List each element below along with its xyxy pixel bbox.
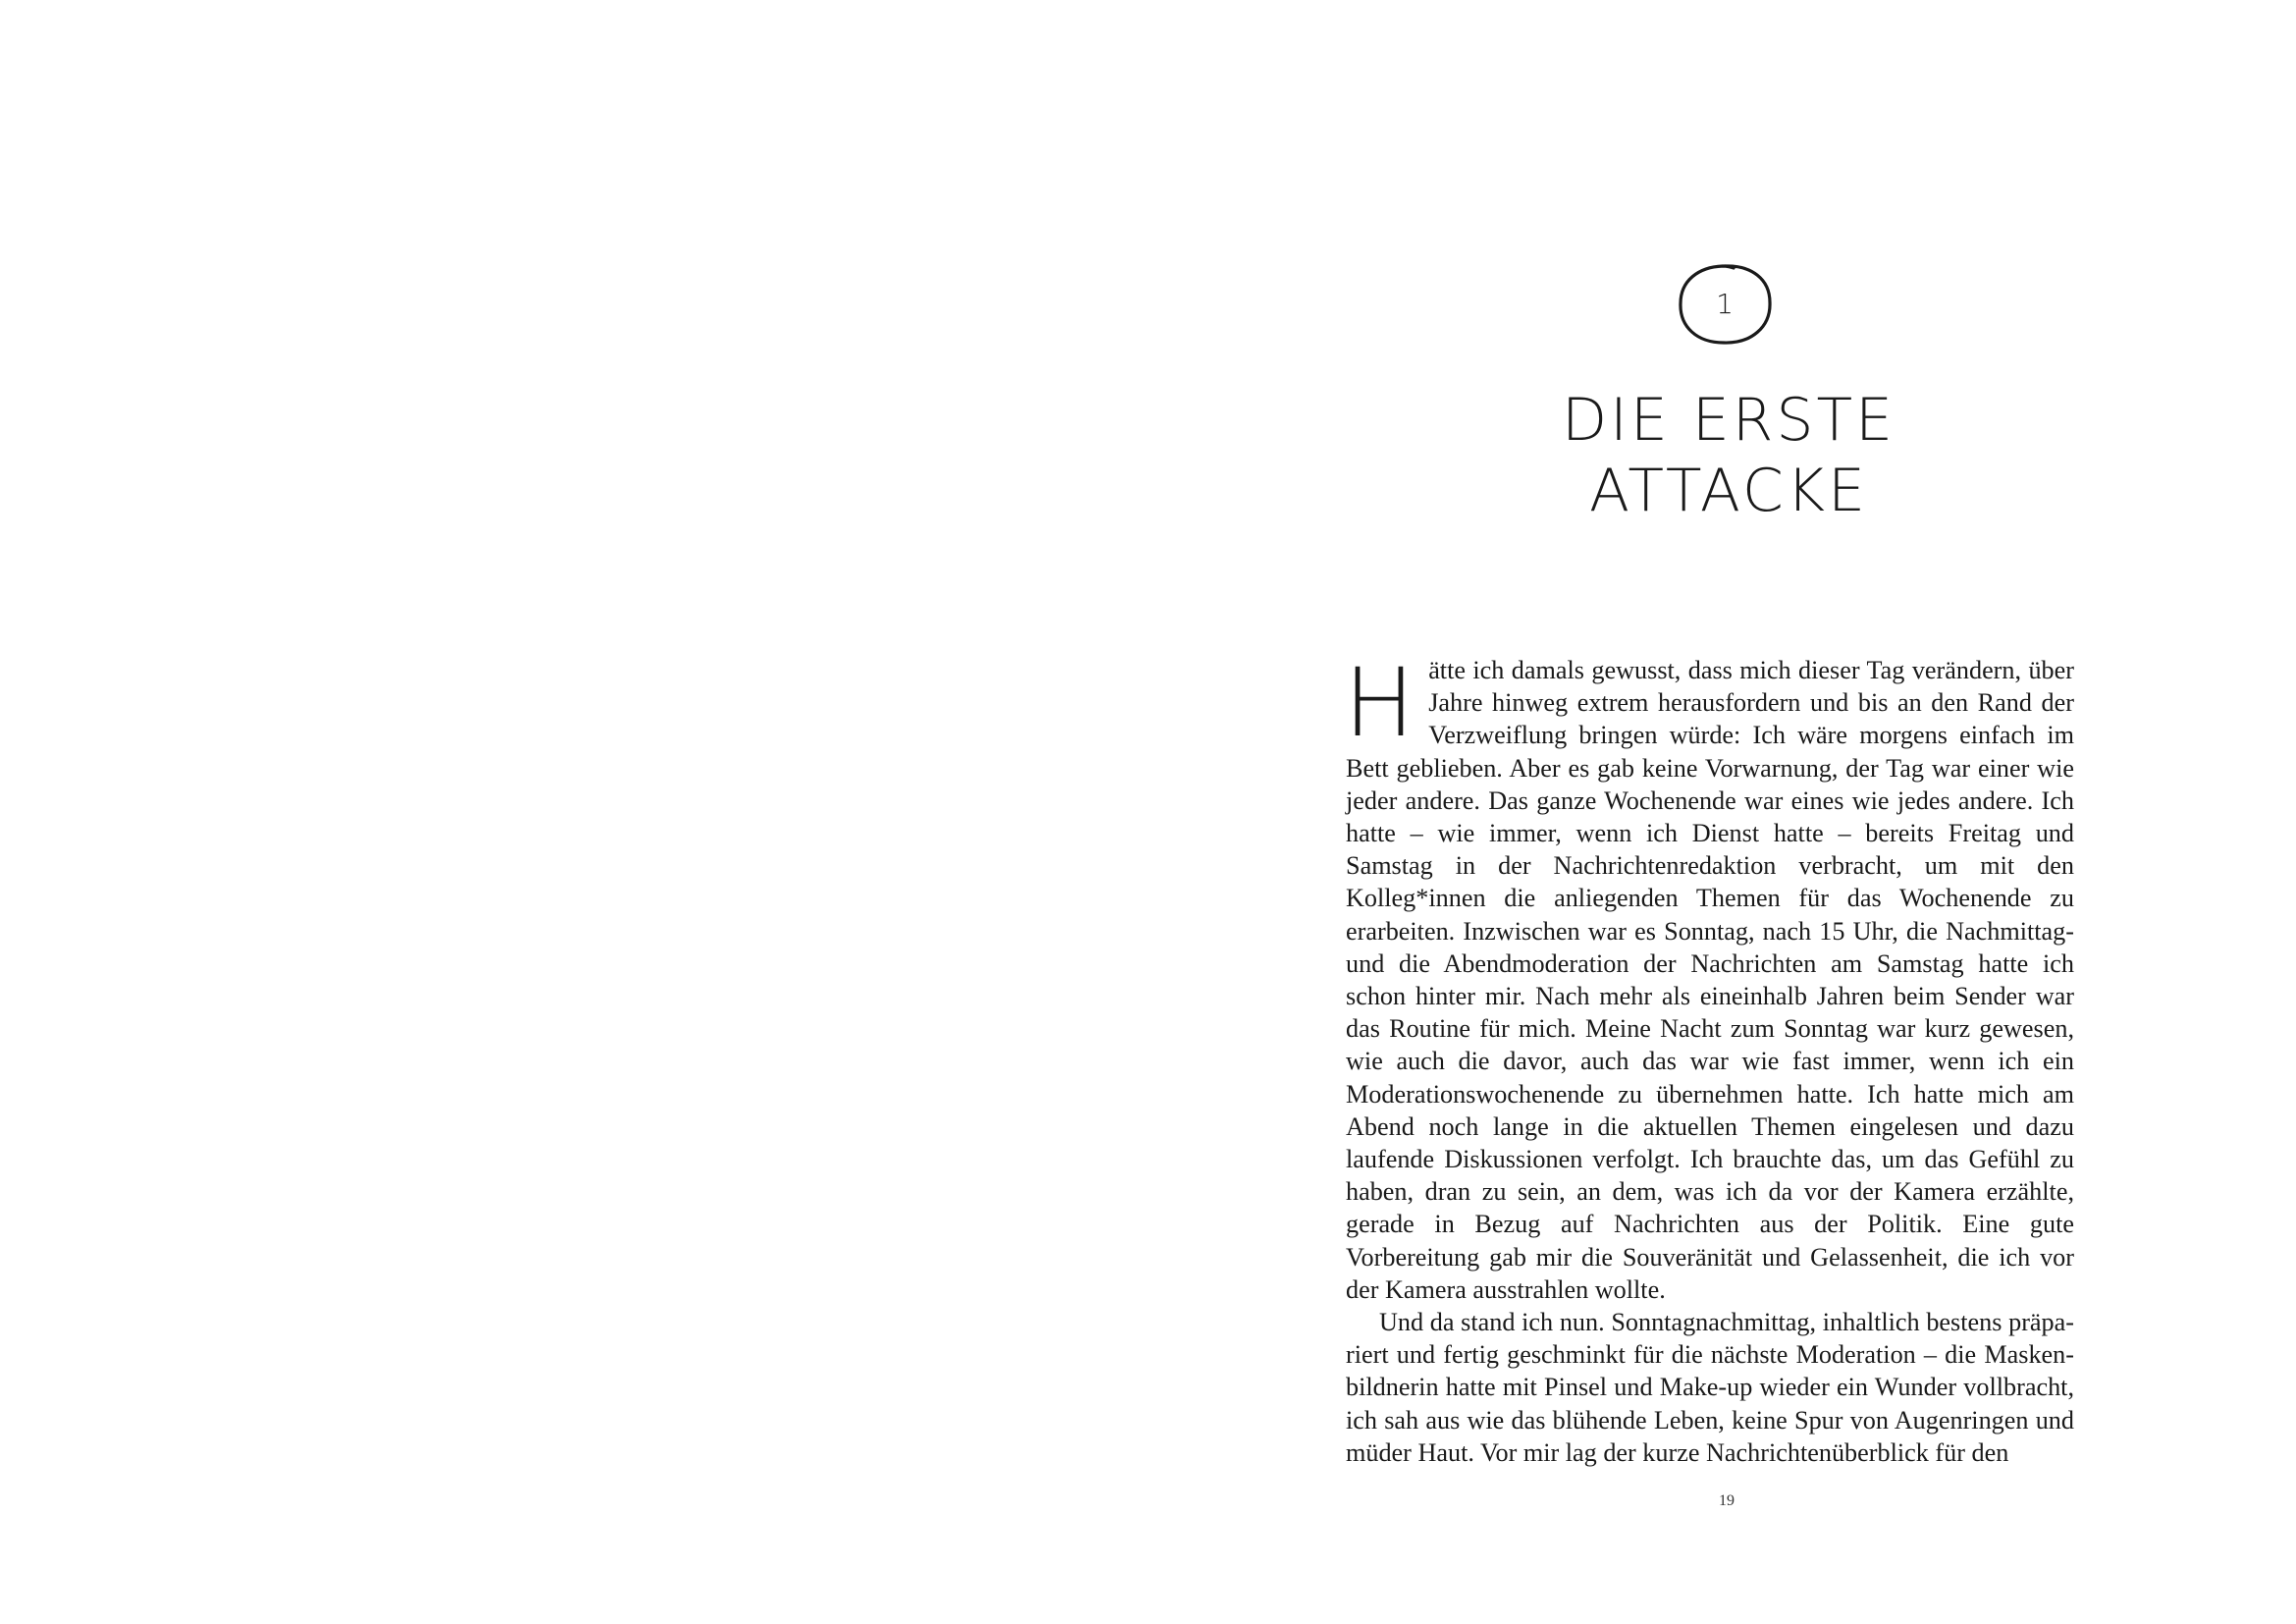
chapter-title-line-1: DIE ERSTE (1561, 386, 1896, 455)
chapter-number-badge (1675, 261, 1775, 348)
right-page (1148, 0, 2296, 1624)
paragraph-1-text: ätte ich damals gewusst, dass mich dieser Tag verändern, über Jahre hinweg extrem herausfordern und bis an den Rand der Verzweiflung bringen würde: Ich wäre morgens einfach im Bett geblieben. Aber es gab keine Vorwarnung, der Tag war einer wie jeder andere. Das ganze Wochenende war eines wie jedes andere. Ich hatte – wie immer, wenn ich Dienst hatte – bereits Freitag und Samstag in der Nachrichtenredaktion verbracht, um mit den Kolleg*innen die anliegenden Themen für das Wochenende zu erarbeiten. Inzwischen war es Sonntag, nach 15 Uhr, die Nachmittag- und die Abendmoderation der Nachrichten am Samstag hatte ich schon hinter mir. Nach mehr als eineinhalb Jahren beim Sender war das Routine für mich. Meine Nacht zum Sonntag war kurz gewesen, wie auch die davor, auch das war wie fast immer, wenn ich ein Moderationswochenende zu übernehmen hatte. Ich hatte mich am Abend noch lange in die aktuellen Themen eingelesen und dazu laufende Diskussionen verfolgt. Ich brauchte das, um das Gefühl zu haben, dran zu sein, an dem, was ich da vor der Kamera erzählte, gerade in Bezug auf Nachrichten aus der Politik. Eine gute Vorbereitung gab mir die Souveränität und Gelassenheit, die ich vor der Kamera ausstrahlen wollte. (1346, 656, 2074, 1304)
page-number: 19 (1719, 1492, 1735, 1509)
chapter-title-line-2: ATTACKE (1588, 457, 1869, 525)
chapter-title (1442, 385, 2015, 526)
chapter-number: 1 (1716, 288, 1734, 320)
drop-cap: H (1344, 648, 1415, 758)
chapter-body-text (1344, 648, 2074, 1469)
paragraph-2: Und da stand ich nun. Sonntagnachmittag, inhaltlich bestens präpariert und fertig geschminkt für die nächste Moderation – die Maskenbildnerin hatte mit Pinsel und Make-up wieder ein Wunder vollbracht, ich sah aus wie das blühende Leben, keine Spur von Augenringen und müder Haut. Vor mir lag der kurze Nachrichtenüberblick für den (1346, 1308, 2074, 1467)
paragraph-1 (1344, 648, 2074, 1306)
